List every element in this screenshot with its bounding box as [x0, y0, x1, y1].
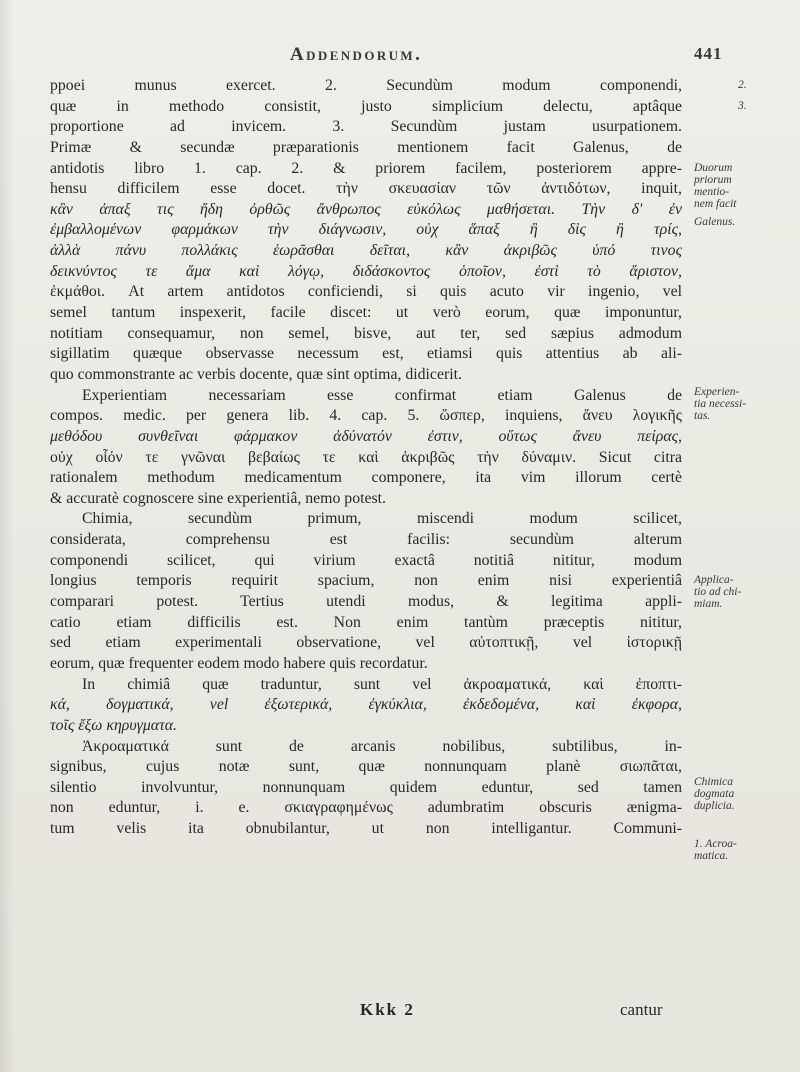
margin-note-line: dogmata [694, 788, 735, 800]
margin-note-line: matica. [694, 850, 729, 862]
text-line: Chimia, secundùm primum, miscendi modum scilicet, [82, 510, 682, 528]
margin-note [738, 100, 800, 112]
margin-note [694, 838, 794, 862]
text-line: hensu difficilem esse docet. τὴν σκευασίαν τῶν ἀντιδότων, inquit, [50, 180, 682, 198]
text-line: Experientiam necessariam esse confirmat etiam Galenus de [82, 386, 682, 404]
margin-note-line: Experien- [694, 386, 740, 398]
text-line: & accuratè cognoscere sine experientiâ, nemo potest. [50, 489, 386, 507]
text-line: sigillatim quæque observasse necessum est, etiamsi quis attentius ab ali- [50, 345, 682, 363]
text-line: eorum, quæ frequenter eodem modo habere quis recordatur. [50, 654, 428, 672]
margin-note [694, 776, 794, 812]
text-line: μεθόδου συνθεῖναι φάρμακον ἀδύνατόν ἐστιν, οὕτως ἄνευ πείρας, [50, 427, 682, 445]
text-line: οὐχ οἷόν τε γνῶναι βεβαίως τε καὶ ἀκριβῶς τὴν δύναμιν. Sicut citra [50, 448, 682, 466]
catchword: cantur [620, 1000, 663, 1019]
signature-mark: Kkk 2 [360, 1000, 415, 1019]
text-line: κἂν ἀπαξ τις ἤδη ὀρθῶς ἄνθρωπος εὐκόλως μαθήσεται. Τὴν δ' ἐν [50, 200, 682, 218]
margin-note [694, 574, 794, 610]
text-line: tum velis ita obnubilantur, ut non intelligantur. Communi- [50, 820, 682, 838]
text-line: Ἀκροαματικά sunt de arcanis nobilibus, subtilibus, in- [82, 737, 682, 755]
text-line: catio etiam difficilis est. Non enim tantùm præceptis nititur, [50, 613, 682, 631]
text-line: proportione ad invicem. 3. Secundùm justam usurpationem. [50, 118, 682, 136]
text-line: τοῖς ἔξω κηρυγματα. [50, 716, 177, 734]
margin-note [694, 162, 794, 210]
text-line: In chimiâ quæ traduntur, sunt vel ἀκροαματικά, καὶ ἐποπτι- [82, 675, 682, 693]
margin-note-line: duplicia. [694, 800, 735, 812]
text-line: componendi scilicet, qui virium exactâ notitiâ nititur, modum [50, 551, 682, 569]
page-number: 441 [694, 44, 723, 63]
margin-note-line: tia necessi- [694, 398, 747, 410]
text-line: comparari potest. Tertius utendi modus, & legitima appli- [50, 593, 682, 611]
text-line: κά, δογματικά, vel ἐξωτερικά, ἐγκύκλια, ἐκδεδομένα, καὶ ἐκφορα, [50, 696, 682, 714]
margin-note-line: 1. Acroa- [694, 838, 737, 850]
margin-note-line: Chimica [694, 776, 733, 788]
text-line: ppoei munus exercet. 2. Secundùm modum componendi, [50, 77, 682, 94]
text-line: rationalem methodum medicamentum componere, ita vim illorum certè [50, 469, 682, 487]
margin-note-line: priorum [694, 174, 732, 186]
margin-note-line: nem facit [694, 198, 737, 210]
margin-note-line: mentio- [694, 186, 730, 198]
margin-note-line: Duorum [694, 162, 733, 174]
text-line: longius temporis requirit spacium, non enim nisi experientiâ [50, 572, 682, 590]
text-line: antidotis libro 1. cap. 2. & priorem facilem, posteriorem appre- [50, 159, 682, 177]
margin-note [694, 216, 794, 228]
page-header [0, 44, 800, 68]
running-head: Addendorum. [290, 44, 423, 65]
margin-note-line: tio ad chi- [694, 586, 742, 598]
margin-note-line: 3. [738, 100, 747, 112]
main-text [50, 76, 682, 840]
text-line: sed etiam experimentali observatione, vel αὐτοπτικῇ, vel ἱστορικῇ [50, 634, 682, 652]
page-fold-shadow [0, 0, 14, 1072]
margin-note-line: tas. [694, 410, 711, 422]
text-line: considerata, comprehensu est facilis: secundùm alterum [50, 531, 682, 549]
margin-note [738, 79, 800, 91]
margin-note-line: Galenus. [694, 216, 736, 228]
text-line: quæ in methodo consistit, justo simplicium delectu, aptâque [50, 97, 682, 115]
text-line: Primæ & secundæ præparationis mentionem facit Galenus, de [50, 138, 682, 156]
text-line: ἀλλὰ πάνυ πολλάκις ἑωρᾶσθαι δεῖται, κἂν ἀκριβῶς ὑπό τινος [50, 242, 682, 260]
margin-note-line: miam. [694, 598, 723, 610]
text-line: compos. medic. per genera lib. 4. cap. 5. ὥσπερ, inquiens, ἄνευ λογικῆς [50, 407, 682, 425]
text-line: ἐμβαλλομένων φαρμάκων τὴν διάγνωσιν, οὐχ ἅπαξ ἢ δὶς ἢ τρίς, [50, 221, 682, 239]
text-line: notitiam consequamur, non semel, bisve, aut ter, sed sæpius admodum [50, 324, 682, 342]
text-line: silentio involvuntur, nonnunquam quidem eduntur, sed tamen [50, 778, 682, 796]
text-line: δεικνύντος τε ἅμα καὶ λόγῳ, διδάσκοντος ὁποῖον, ἐστὶ τὸ ἄριστον, [50, 262, 682, 280]
margin-note [694, 386, 794, 422]
text-line: non eduntur, i. e. σκιαγραφημένως adumbratim obscuris ænigma- [50, 799, 682, 817]
margin-note-line: 2. [738, 79, 747, 91]
text-line: semel tantum inspexerit, facile discet: ut verò eorum, quæ imponuntur, [50, 304, 682, 322]
margin-note-line: Applica- [694, 574, 734, 586]
text-line: ἐκμάθοι. At artem antidotos conficiendi, si quis acuto vir ingenio, vel [50, 283, 682, 301]
text-line: quo commonstrante ac verbis docente, quæ sint optima, didicerit. [50, 365, 462, 383]
text-line: signibus, cujus notæ sunt, quæ nonnunquam planè σιωπᾶται, [50, 758, 682, 776]
